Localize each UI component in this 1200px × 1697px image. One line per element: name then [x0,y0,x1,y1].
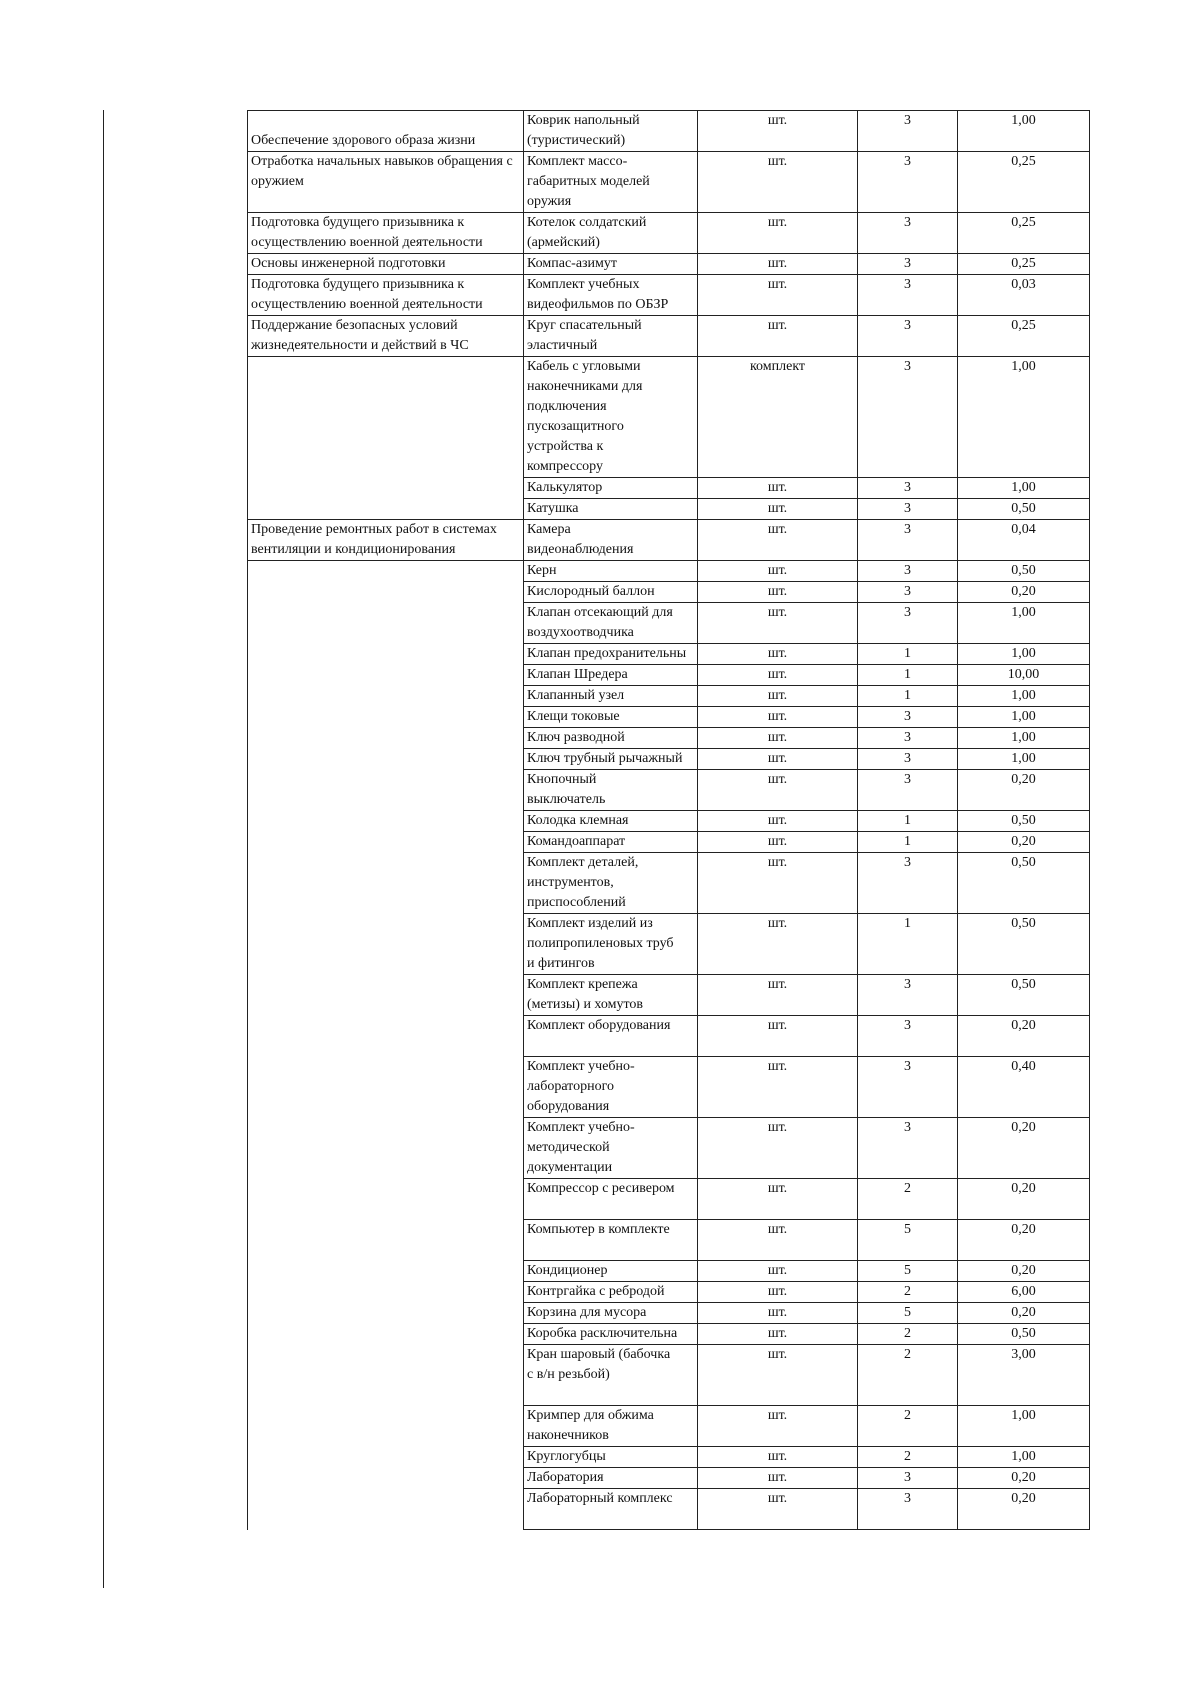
coefficient-cell: 1,00 [958,686,1090,707]
item-name-line: Комплект оборудования [527,1018,671,1033]
unit-cell: шт. [698,1489,858,1530]
item-name-line: подключения [527,399,607,414]
item-name-line: Керн [527,563,557,578]
item-name-cell [524,478,698,499]
quantity-cell: 2 [858,1406,958,1447]
item-name-line: Лаборатория [527,1470,604,1485]
coefficient-cell: 1,00 [958,478,1090,499]
coefficient-cell: 0,20 [958,582,1090,603]
item-name-line: Круг спасательный [527,318,642,333]
quantity-cell: 3 [858,975,958,1016]
equipment-table-body [248,111,1090,1530]
item-name-line: Клапан предохранительны [527,646,687,661]
unit-cell: шт. [698,749,858,770]
item-name-line: Клапан отсекающий для [527,605,673,620]
item-name-line: видеофильмов по ОБЗР [527,297,669,312]
unit-cell: шт. [698,1447,858,1468]
item-name-cell [524,1324,698,1345]
unit-cell: шт. [698,1016,858,1057]
coefficient-cell: 0,20 [958,1016,1090,1057]
coefficient-cell: 3,00 [958,1345,1090,1406]
item-name-line: пускозащитного [527,419,624,434]
quantity-cell: 3 [858,254,958,275]
activity-cell [248,111,524,152]
coefficient-cell: 0,25 [958,316,1090,357]
item-name-cell [524,1179,698,1220]
coefficient-cell: 0,50 [958,811,1090,832]
item-name-cell [524,357,698,478]
item-name-cell [524,811,698,832]
unit-cell: шт. [698,770,858,811]
unit-cell: шт. [698,665,858,686]
coefficient-cell: 0,20 [958,1220,1090,1261]
item-name-cell [524,1261,698,1282]
item-name-line [527,1240,694,1260]
unit-cell: шт. [698,1118,858,1179]
quantity-cell: 1 [858,665,958,686]
unit-cell: шт. [698,1345,858,1406]
unit-cell: шт. [698,1057,858,1118]
item-name-line: компрессору [527,459,603,474]
quantity-cell: 3 [858,582,958,603]
quantity-cell: 1 [858,811,958,832]
item-name-line: Кондиционер [527,1263,608,1278]
item-name-line: Камера [527,522,571,537]
item-name-line: лабораторного [527,1079,614,1094]
unit-cell: шт. [698,520,858,561]
item-name-line: устройства к [527,439,604,454]
item-name-cell [524,1406,698,1447]
coefficient-cell: 0,20 [958,832,1090,853]
left-margin-rule [103,110,104,1588]
item-name-line [527,1036,694,1056]
quantity-cell: 3 [858,275,958,316]
item-name-line: документации [527,1160,613,1175]
unit-cell: шт. [698,975,858,1016]
unit-cell: шт. [698,316,858,357]
unit-cell: шт. [698,853,858,914]
unit-cell: шт. [698,1282,858,1303]
item-name-cell [524,665,698,686]
activity-text: Подготовка будущего призывника к осуществлению военной деятельности [251,215,483,250]
item-name-cell [524,254,698,275]
coefficient-cell: 1,00 [958,1447,1090,1468]
item-name-line: Компрессор с ресивером [527,1181,675,1196]
item-name-cell [524,582,698,603]
unit-cell: шт. [698,914,858,975]
table-row [248,275,1090,316]
activity-text: Подготовка будущего призывника к осуществлению военной деятельности [251,277,483,312]
item-name-line: воздухоотводчика [527,625,634,640]
table-row [248,316,1090,357]
item-name-line: Компьютер в комплекте [527,1222,670,1237]
quantity-cell: 3 [858,1468,958,1489]
item-name-line: и фитингов [527,956,595,971]
coefficient-cell: 0,25 [958,254,1090,275]
quantity-cell: 3 [858,707,958,728]
unit-cell: шт. [698,1303,858,1324]
activity-cell [248,275,524,316]
quantity-cell: 3 [858,853,958,914]
unit-cell: комплект [698,357,858,478]
table-row [248,152,1090,213]
unit-cell: шт. [698,152,858,213]
item-name-cell [524,499,698,520]
item-name-cell [524,770,698,811]
quantity-cell: 1 [858,644,958,665]
quantity-cell: 2 [858,1282,958,1303]
item-name-line: Комплект изделий из [527,916,653,931]
unit-cell: шт. [698,275,858,316]
quantity-cell: 3 [858,316,958,357]
item-name-cell [524,686,698,707]
coefficient-cell: 1,00 [958,749,1090,770]
item-name-line: Котелок солдатский [527,215,647,230]
activity-cell [248,254,524,275]
item-name-line: видеонаблюдения [527,542,634,557]
item-name-line: (армейский) [527,235,600,250]
item-name-line: Компас-азимут [527,256,618,271]
item-name-line [527,1199,694,1219]
activity-text: Основы инженерной подготовки [251,256,446,271]
quantity-cell: 3 [858,749,958,770]
unit-cell: шт. [698,811,858,832]
coefficient-cell: 6,00 [958,1282,1090,1303]
quantity-cell: 3 [858,770,958,811]
item-name-line: полипропиленовых труб [527,936,674,951]
unit-cell: шт. [698,1324,858,1345]
coefficient-cell: 0,25 [958,213,1090,254]
item-name-cell [524,1220,698,1261]
quantity-cell: 2 [858,1345,958,1406]
item-name-line: габаритных моделей [527,174,650,189]
activity-cell [248,357,524,520]
unit-cell: шт. [698,644,858,665]
coefficient-cell: 1,00 [958,603,1090,644]
quantity-cell: 3 [858,603,958,644]
item-name-line: Комплект учебно- [527,1120,635,1135]
item-name-cell [524,1303,698,1324]
item-name-line: Ключ разводной [527,730,625,745]
unit-cell: шт. [698,1179,858,1220]
unit-cell: шт. [698,254,858,275]
item-name-line: Комплект крепежа [527,977,638,992]
quantity-cell: 5 [858,1303,958,1324]
item-name-line: инструментов, [527,875,614,890]
item-name-cell [524,152,698,213]
coefficient-cell: 1,00 [958,1406,1090,1447]
item-name-line: Калькулятор [527,480,603,495]
coefficient-cell: 1,00 [958,707,1090,728]
coefficient-cell: 0,20 [958,1261,1090,1282]
item-name-line: наконечниками для [527,379,643,394]
item-name-cell [524,832,698,853]
item-name-cell [524,914,698,975]
table-row [248,357,1090,478]
unit-cell: шт. [698,1220,858,1261]
table-row [248,213,1090,254]
coefficient-cell: 0,20 [958,770,1090,811]
coefficient-cell: 0,40 [958,1057,1090,1118]
item-name-line: с в/н резьбой) [527,1367,610,1382]
item-name-line: Клапан Шредера [527,667,628,682]
item-name-line: оружия [527,194,572,209]
item-name-line: Коробка расключительна [527,1326,678,1341]
quantity-cell: 3 [858,728,958,749]
item-name-line: (туристический) [527,133,626,148]
item-name-line [527,1509,694,1529]
quantity-cell: 2 [858,1447,958,1468]
item-name-line: Катушка [527,501,579,516]
activity-cell [248,316,524,357]
item-name-cell [524,316,698,357]
coefficient-cell: 0,50 [958,914,1090,975]
coefficient-cell: 0,20 [958,1468,1090,1489]
quantity-cell: 5 [858,1261,958,1282]
quantity-cell: 3 [858,520,958,561]
coefficient-cell: 0,50 [958,1324,1090,1345]
item-name-line: Круглогубцы [527,1449,606,1464]
item-name-line: Клапанный узел [527,688,625,703]
quantity-cell: 3 [858,357,958,478]
coefficient-cell: 0,20 [958,1118,1090,1179]
item-name-line: Комплект деталей, [527,855,639,870]
item-name-line: Контргайка с ребродой [527,1284,665,1299]
quantity-cell: 3 [858,1057,958,1118]
activity-cell [248,213,524,254]
item-name-cell [524,520,698,561]
item-name-line [527,1385,694,1405]
unit-cell: шт. [698,478,858,499]
item-name-cell [524,213,698,254]
unit-cell: шт. [698,1261,858,1282]
item-name-line: Лабораторный комплекс [527,1491,673,1506]
coefficient-cell: 0,50 [958,975,1090,1016]
item-name-line: Коврик напольный [527,113,640,128]
unit-cell: шт. [698,1468,858,1489]
item-name-line: Комплект массо- [527,154,628,169]
unit-cell: шт. [698,561,858,582]
coefficient-cell: 1,00 [958,111,1090,152]
quantity-cell: 3 [858,111,958,152]
item-name-cell [524,1016,698,1057]
quantity-cell: 2 [858,1179,958,1220]
item-name-line: Ключ трубный рычажный [527,751,683,766]
coefficient-cell: 0,50 [958,561,1090,582]
quantity-cell: 3 [858,499,958,520]
item-name-line: наконечников [527,1428,609,1443]
item-name-cell [524,975,698,1016]
coefficient-cell: 0,50 [958,853,1090,914]
quantity-cell: 3 [858,213,958,254]
item-name-line: выключатель [527,792,606,807]
unit-cell: шт. [698,832,858,853]
coefficient-cell: 0,04 [958,520,1090,561]
table-row [248,111,1090,152]
coefficient-cell: 0,50 [958,499,1090,520]
item-name-cell [524,1447,698,1468]
quantity-cell: 2 [858,1324,958,1345]
table-row [248,254,1090,275]
item-name-line: Командоаппарат [527,834,626,849]
item-name-line: приспособлений [527,895,626,910]
quantity-cell: 3 [858,1016,958,1057]
unit-cell: шт. [698,111,858,152]
unit-cell: шт. [698,1406,858,1447]
coefficient-cell: 0,20 [958,1179,1090,1220]
quantity-cell: 3 [858,561,958,582]
item-name-line: оборудования [527,1099,610,1114]
quantity-cell: 1 [858,832,958,853]
activity-cell [248,561,524,1530]
item-name-line: эластичный [527,338,598,353]
activity-text: Проведение ремонтных работ в системах вентиляции и кондиционирования [251,522,497,557]
item-name-cell [524,1489,698,1530]
item-name-line: Кримпер для обжима [527,1408,654,1423]
table-row [248,561,1090,582]
quantity-cell: 1 [858,914,958,975]
item-name-cell [524,1282,698,1303]
coefficient-cell: 1,00 [958,644,1090,665]
item-name-line: Кабель с угловыми [527,359,641,374]
equipment-table [247,110,1090,1530]
item-name-line: Кран шаровый (бабочка [527,1347,671,1362]
item-name-cell [524,853,698,914]
quantity-cell: 3 [858,152,958,213]
item-name-line: Корзина для мусора [527,1305,647,1320]
item-name-cell [524,111,698,152]
activity-text: Поддержание безопасных условий жизнедеятельности и действий в ЧС [251,318,469,353]
quantity-cell: 3 [858,1489,958,1530]
item-name-cell [524,603,698,644]
activity-text: Отработка начальных навыков обращения с оружием [251,154,513,189]
activity-cell [248,152,524,213]
item-name-line: Кислородный баллон [527,584,655,599]
unit-cell: шт. [698,603,858,644]
coefficient-cell: 10,00 [958,665,1090,686]
quantity-cell: 3 [858,478,958,499]
quantity-cell: 5 [858,1220,958,1261]
item-name-cell [524,707,698,728]
unit-cell: шт. [698,582,858,603]
quantity-cell: 3 [858,1118,958,1179]
item-name-cell [524,749,698,770]
item-name-line: Клещи токовые [527,709,620,724]
coefficient-cell: 0,20 [958,1303,1090,1324]
unit-cell: шт. [698,213,858,254]
item-name-line: Кнопочный [527,772,597,787]
item-name-cell [524,644,698,665]
table-row [248,520,1090,561]
quantity-cell: 1 [858,686,958,707]
item-name-cell [524,728,698,749]
activity-text: Обеспечение здорового образа жизни [251,133,476,148]
item-name-cell [524,561,698,582]
item-name-line: Комплект учебных [527,277,640,292]
item-name-line: Колодка клемная [527,813,629,828]
unit-cell: шт. [698,707,858,728]
item-name-cell [524,275,698,316]
coefficient-cell: 1,00 [958,357,1090,478]
item-name-cell [524,1468,698,1489]
coefficient-cell: 0,25 [958,152,1090,213]
item-name-cell [524,1118,698,1179]
unit-cell: шт. [698,499,858,520]
unit-cell: шт. [698,686,858,707]
item-name-line: методической [527,1140,610,1155]
item-name-line: Комплект учебно- [527,1059,635,1074]
item-name-cell [524,1057,698,1118]
coefficient-cell: 0,20 [958,1489,1090,1530]
item-name-cell [524,1345,698,1406]
activity-cell [248,520,524,561]
coefficient-cell: 0,03 [958,275,1090,316]
coefficient-cell: 1,00 [958,728,1090,749]
item-name-line: (метизы) и хомутов [527,997,644,1012]
unit-cell: шт. [698,728,858,749]
